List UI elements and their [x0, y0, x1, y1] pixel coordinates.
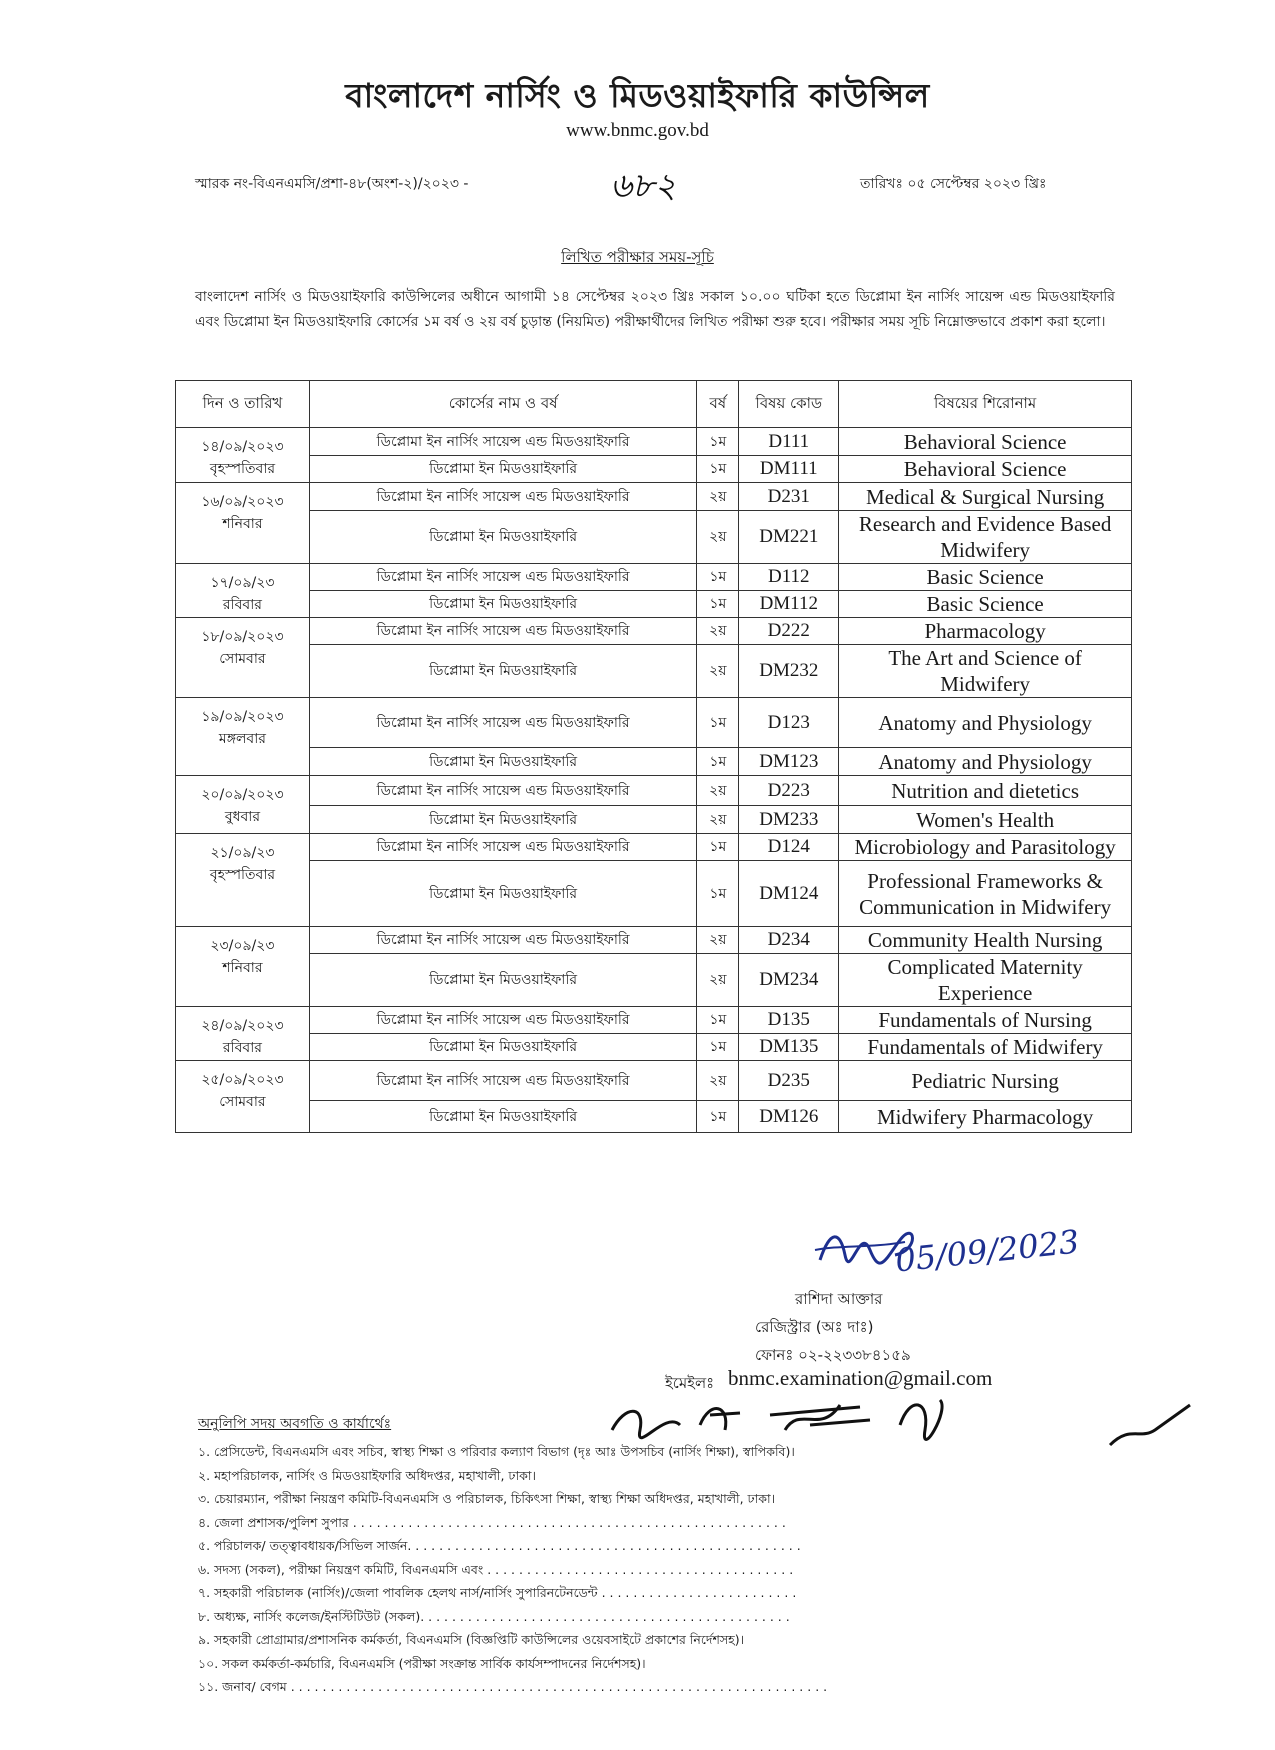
exam-date-cell — [176, 618, 310, 698]
header-code: বিষয় কোড — [739, 381, 839, 428]
subject-title: Community Health Nursing — [839, 927, 1132, 954]
cc-item: ১০. সকল কর্মকর্তা-কর্মচারি, বিএনএমসি (পরীক্ষা সংক্রান্ত সার্বিক কার্যসম্পাদনের নির্দেশসহ)। — [198, 1655, 646, 1671]
subject-title: Professional Frameworks & Communication in Midwifery — [839, 861, 1132, 927]
exam-date: ১৬/০৯/২০২৩ — [201, 494, 284, 510]
header-year: বর্ষ — [697, 381, 739, 428]
header-date: দিন ও তারিখ — [176, 381, 310, 428]
subject-code: DM111 — [739, 456, 839, 483]
exam-date-cell — [176, 564, 310, 618]
table-row — [176, 645, 1132, 698]
memo-reference: স্মারক নং-বিএনএমসি/প্রশা-৪৮(অংশ-২)/২০২৩ - — [195, 176, 469, 192]
exam-date: ২১/০৯/২৩ — [210, 845, 275, 861]
year: ২য় — [697, 618, 739, 645]
subject-code: DM123 — [739, 748, 839, 776]
subject-code: D231 — [739, 483, 839, 511]
signatory-title: রেজিস্ট্রার (অঃ দাঃ) — [755, 1318, 874, 1336]
cc-item: ৪. জেলা প্রশাসক/পুলিশ সুপার . . . . . . . . . . . . . . . . . . . . . . . . . . . . . . . . . . . . . . . . . . . . . . . . . . . . . . . — [198, 1514, 786, 1530]
organization-name: বাংলাদেশ নার্সিং ও মিডওয়াইফারি কাউন্সিল — [345, 76, 930, 115]
table-row — [176, 428, 1132, 456]
table-row — [176, 1007, 1132, 1034]
subject-code: DM232 — [739, 645, 839, 698]
email-label: ইমেইলঃ — [665, 1374, 715, 1392]
subject-title: Fundamentals of Nursing — [839, 1007, 1132, 1034]
header-course: কোর্সের নাম ও বর্ষ — [309, 381, 696, 428]
year: ২য় — [697, 806, 739, 834]
exam-date-cell — [176, 927, 310, 1007]
table-row — [176, 564, 1132, 591]
exam-date: ২৪/০৯/২০২৩ — [201, 1018, 284, 1034]
subject-code: D222 — [739, 618, 839, 645]
exam-day: শনিবার — [222, 516, 263, 532]
memo-number-handwritten: ৬৮২ — [610, 166, 677, 206]
table-row — [176, 748, 1132, 776]
year: ২য় — [697, 954, 739, 1007]
course-name: ডিপ্লোমা ইন মিডওয়াইফারি — [309, 645, 696, 698]
subject-title: Nutrition and dietetics — [839, 776, 1132, 806]
year: ১ম — [697, 1034, 739, 1061]
table-row — [176, 806, 1132, 834]
exam-date-cell — [176, 428, 310, 483]
exam-date: ১৭/০৯/২৩ — [210, 575, 275, 591]
website-url: www.bnmc.gov.bd — [566, 120, 709, 141]
course-name: ডিপ্লোমা ইন মিডওয়াইফারি — [309, 806, 696, 834]
subject-code: DM221 — [739, 511, 839, 564]
year: ১ম — [697, 428, 739, 456]
table-row — [176, 776, 1132, 806]
year: ২য় — [697, 645, 739, 698]
subject-title: Medical & Surgical Nursing — [839, 483, 1132, 511]
subject-code: D123 — [739, 698, 839, 748]
subject-title: Anatomy and Physiology — [839, 748, 1132, 776]
course-name: ডিপ্লোমা ইন মিডওয়াইফারি — [309, 748, 696, 776]
exam-day: মঙ্গলবার — [218, 731, 266, 747]
exam-day: বৃহস্পতিবার — [209, 461, 276, 477]
exam-date: ১৮/০৯/২০২৩ — [201, 629, 284, 645]
course-name: ডিপ্লোমা ইন নার্সিং সায়েন্স এন্ড মিডওয়াইফারি — [309, 698, 696, 748]
course-name: ডিপ্লোমা ইন নার্সিং সায়েন্স এন্ড মিডওয়াইফারি — [309, 1007, 696, 1034]
subject-code: D135 — [739, 1007, 839, 1034]
table-header-row — [176, 381, 1132, 428]
subject-title: Behavioral Science — [839, 428, 1132, 456]
subject-title: Basic Science — [839, 564, 1132, 591]
year: ১ম — [697, 698, 739, 748]
subject-code: D223 — [739, 776, 839, 806]
year: ১ম — [697, 748, 739, 776]
exam-day: বৃহস্পতিবার — [209, 867, 276, 883]
exam-day: সোমবার — [219, 1094, 266, 1110]
subject-title: Research and Evidence Based Midwifery — [839, 511, 1132, 564]
table-row — [176, 511, 1132, 564]
table-row — [176, 1034, 1132, 1061]
cc-item: ৯. সহকারী প্রোগ্রামার/প্রশাসনিক কর্মকর্তা, বিএনএমসি (বিজ্ঞপ্তিটি কাউন্সিলের ওয়েবসাইটে প্রকাশের নির্দেশসহ)। — [198, 1632, 745, 1647]
course-name: ডিপ্লোমা ইন নার্সিং সায়েন্স এন্ড মিডওয়াইফারি — [309, 564, 696, 591]
signatory-name: রাশিদা আক্তার — [795, 1290, 883, 1308]
course-name: ডিপ্লোমা ইন মিডওয়াইফারি — [309, 1034, 696, 1061]
issue-date: তারিখঃ ০৫ সেপ্টেম্বর ২০২৩ খ্রিঃ — [860, 176, 1047, 192]
table-row — [176, 456, 1132, 483]
handwritten-date: 05/09/2023 — [893, 1222, 1081, 1280]
subject-title: Fundamentals of Midwifery — [839, 1034, 1132, 1061]
subject-code: D235 — [739, 1061, 839, 1101]
exam-date: ১৯/০৯/২০২৩ — [201, 709, 284, 725]
cc-title: অনুলিপি সদয় অবগতি ও কার্যার্থেঃ — [198, 1416, 392, 1432]
cc-item: ৬. সদস্য (সকল), পরীক্ষা নিয়ন্ত্রণ কমিটি, বিএনএমসি এবং . . . . . . . . . . . . . . . . . . . . . . . . . . . . . . . . . . . . . . . — [198, 1561, 794, 1577]
exam-date-cell — [176, 834, 310, 927]
course-name: ডিপ্লোমা ইন নার্সিং সায়েন্স এন্ড মিডওয়াইফারি — [309, 1061, 696, 1101]
subject-code: DM126 — [739, 1101, 839, 1133]
course-name: ডিপ্লোমা ইন নার্সিং সায়েন্স এন্ড মিডওয়াইফারি — [309, 618, 696, 645]
signatory-phone: ফোনঃ ০২-২২৩৩৮৪১৫৯ — [755, 1346, 911, 1364]
exam-date-cell — [176, 776, 310, 834]
table-row — [176, 927, 1132, 954]
exam-day: রবিবার — [222, 1040, 262, 1056]
subject-code: DM234 — [739, 954, 839, 1007]
course-name: ডিপ্লোমা ইন মিডওয়াইফারি — [309, 511, 696, 564]
year: ১ম — [697, 1101, 739, 1133]
year: ২য় — [697, 776, 739, 806]
year: ২য় — [697, 511, 739, 564]
cc-item: ৭. সহকারী পরিচালক (নার্সিং)/জেলা পাবলিক হেলথ নার্স/নার্সিং সুপারিনটেনডেন্ট . . . . . . . . . . . . . . . . . . . . . . . . . — [198, 1585, 797, 1600]
subject-title: Women's Health — [839, 806, 1132, 834]
table-row — [176, 1061, 1132, 1101]
subject-code: DM233 — [739, 806, 839, 834]
exam-date: ১৪/০৯/২০২৩ — [201, 439, 284, 455]
exam-date-cell — [176, 698, 310, 776]
subject-code: DM135 — [739, 1034, 839, 1061]
cc-item: ১১. জনাব/ বেগম . . . . . . . . . . . . . . . . . . . . . . . . . . . . . . . . . . . . . . . . . . . . . . . . . . . . . . . . . . . . . . . . . . . . — [198, 1679, 828, 1694]
cc-item: ৫. পরিচালক/ তত্ত্বাবধায়ক/সিভিল সার্জন. . . . . . . . . . . . . . . . . . . . . . . . . . . . . . . . . . . . . . . . . . . . . . . . . . — [198, 1538, 801, 1553]
signatory-email[interactable]: bnmc.examination@gmail.com — [728, 1366, 993, 1390]
table-row — [176, 861, 1132, 927]
year: ১ম — [697, 456, 739, 483]
exam-day: রবিবার — [222, 597, 262, 613]
subject-code: D111 — [739, 428, 839, 456]
subject-title: Pharmacology — [839, 618, 1132, 645]
course-name: ডিপ্লোমা ইন মিডওয়াইফারি — [309, 954, 696, 1007]
exam-schedule-table — [175, 380, 1132, 1133]
subject-title: Pediatric Nursing — [839, 1061, 1132, 1101]
notice-intro: বাংলাদেশ নার্সিং ও মিডওয়াইফারি কাউন্সিলের অধীনে আগামী ১৪ সেপ্টেম্বর ২০২৩ খ্রিঃ সকাল ১০.০০ ঘটিকা হতে ডিপ্লোমা ইন নার্সিং সায়েন্স এন্ড মিডওয়াইফারি এবং ডিপ্লোমা ইন মিডওয়াইফারি কোর্সের ১ম বর্ষ ও ২য় বর্ষ চুড়ান্ত (নিয়মিত) পরীক্ষার্থীদের লিখিত পরীক্ষা শুরু হবে। পরীক্ষার সময় সূচি নিম্নোক্তভাবে প্রকাশ করা হলো। — [195, 289, 1115, 330]
year: ১ম — [697, 861, 739, 927]
subject-code: DM124 — [739, 861, 839, 927]
year: ২য় — [697, 483, 739, 511]
notice-title: লিখিত পরীক্ষার সময়-সূচি — [561, 248, 714, 266]
course-name: ডিপ্লোমা ইন নার্সিং সায়েন্স এন্ড মিডওয়াইফারি — [309, 927, 696, 954]
table-row — [176, 698, 1132, 748]
exam-date-cell — [176, 1007, 310, 1061]
course-name: ডিপ্লোমা ইন নার্সিং সায়েন্স এন্ড মিডওয়াইফারি — [309, 428, 696, 456]
subject-title: Anatomy and Physiology — [839, 698, 1132, 748]
year: ১ম — [697, 564, 739, 591]
table-row — [176, 591, 1132, 618]
subject-code: DM112 — [739, 591, 839, 618]
header-subject: বিষয়ের শিরোনাম — [839, 381, 1132, 428]
subject-code: D112 — [739, 564, 839, 591]
year: ২য় — [697, 927, 739, 954]
year: ১ম — [697, 834, 739, 861]
year: ১ম — [697, 1007, 739, 1034]
table-row — [176, 954, 1132, 1007]
year: ১ম — [697, 591, 739, 618]
exam-date: ২৩/০৯/২৩ — [210, 938, 275, 954]
cc-item: ৮. অধ্যক্ষ, নার্সিং কলেজ/ইনস্টিটিউট (সকল). . . . . . . . . . . . . . . . . . . . . . . . . . . . . . . . . . . . . . . . . . . . . . . — [198, 1608, 790, 1624]
course-name: ডিপ্লোমা ইন মিডওয়াইফারি — [309, 456, 696, 483]
course-name: ডিপ্লোমা ইন মিডওয়াইফারি — [309, 1101, 696, 1133]
table-row — [176, 618, 1132, 645]
subject-title: Behavioral Science — [839, 456, 1132, 483]
exam-date: ২০/০৯/২০২৩ — [201, 787, 284, 803]
course-name: ডিপ্লোমা ইন মিডওয়াইফারি — [309, 591, 696, 618]
cc-item: ২. মহাপরিচালক, নার্সিং ও মিডওয়াইফারি অধিদপ্তর, মহাখালী, ঢাকা। — [198, 1467, 536, 1483]
exam-date-cell — [176, 1061, 310, 1133]
table-row — [176, 483, 1132, 511]
table-row — [176, 834, 1132, 861]
cc-list — [198, 1440, 827, 1699]
subject-title: Midwifery Pharmacology — [839, 1101, 1132, 1133]
cc-item: ৩. চেয়ারম্যান, পরীক্ষা নিয়ন্ত্রণ কমিটি-বিএনএমসি ও পরিচালক, চিকিৎসা শিক্ষা, স্বাস্থ্য শিক্ষা অধিদপ্তর, মহাখালী, ঢাকা। — [198, 1491, 776, 1506]
table-row — [176, 1101, 1132, 1133]
exam-date-cell — [176, 483, 310, 564]
subject-code: D124 — [739, 834, 839, 861]
exam-day: বুধবার — [224, 809, 261, 825]
subject-code: D234 — [739, 927, 839, 954]
subject-title: Microbiology and Parasitology — [839, 834, 1132, 861]
subject-title: The Art and Science of Midwifery — [839, 645, 1132, 698]
exam-date: ২৫/০৯/২০২৩ — [201, 1072, 284, 1088]
exam-day: শনিবার — [222, 960, 263, 976]
year: ২য় — [697, 1061, 739, 1101]
course-name: ডিপ্লোমা ইন নার্সিং সায়েন্স এন্ড মিডওয়াইফারি — [309, 483, 696, 511]
course-name: ডিপ্লোমা ইন নার্সিং সায়েন্স এন্ড মিডওয়াইফারি — [309, 776, 696, 806]
course-name: ডিপ্লোমা ইন নার্সিং সায়েন্স এন্ড মিডওয়াইফারি — [309, 834, 696, 861]
cc-item: ১. প্রেসিডেন্ট, বিএনএমসি এবং সচিব, স্বাস্থ্য শিক্ষা ও পরিবার কল্যাণ বিভাগ (দৃঃ আঃ উপসচিব (নার্সিং শিক্ষা), স্বাপিকবি)। — [198, 1444, 795, 1459]
subject-title: Complicated Maternity Experience — [839, 954, 1132, 1007]
exam-day: সোমবার — [219, 651, 266, 667]
course-name: ডিপ্লোমা ইন মিডওয়াইফারি — [309, 861, 696, 927]
subject-title: Basic Science — [839, 591, 1132, 618]
